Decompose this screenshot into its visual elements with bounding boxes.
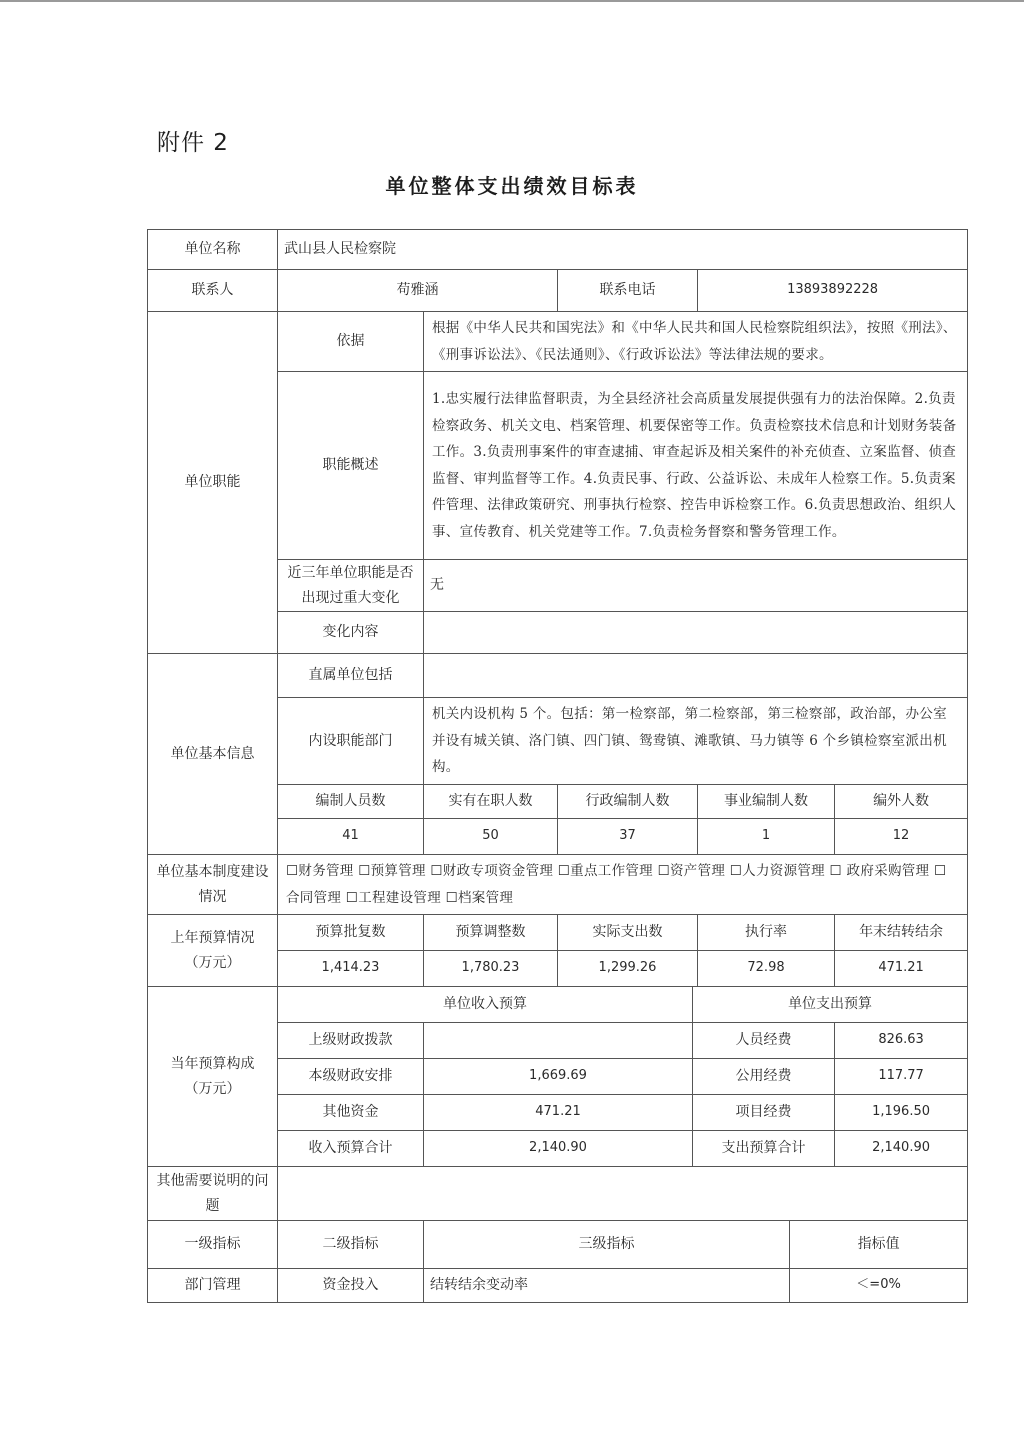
indicator-level1: 部门管理: [148, 1269, 278, 1303]
row-indicator-headers: [148, 1221, 968, 1269]
internal-label: 内设职能部门: [278, 698, 424, 785]
last-year-header: 预算批复数: [278, 915, 424, 951]
last-year-header: 执行率: [698, 915, 835, 951]
staff-header: 行政编制人数: [558, 784, 698, 818]
basis-label: 依据: [278, 312, 424, 372]
overview-label: 职能概述: [278, 372, 424, 560]
expense-header: 单位支出预算: [693, 987, 968, 1023]
income-value: 1,669.69: [424, 1059, 693, 1095]
income-label: 本级财政安排: [278, 1059, 424, 1095]
staff-value: 37: [558, 818, 698, 854]
indicator-header: 指标值: [790, 1221, 968, 1269]
row-unit-name: [148, 230, 968, 270]
expense-value: 1,196.50: [835, 1095, 968, 1131]
row-contact: [148, 270, 968, 312]
performance-target-table: [147, 229, 968, 1303]
row-last-year-headers: [148, 915, 968, 951]
staff-header: 实有在职人数: [424, 784, 558, 818]
internal-text: 机关内设机构 5 个。包括：第一检察部，第二检察部，第三检察部，政治部，办公室并设有城关镇、洛门镇、四门镇、鸳鸯镇、滩歌镇、马力镇等 6 个乡镇检察室派出机构。: [424, 698, 968, 785]
indicator-value: ＜=0%: [790, 1269, 968, 1303]
staff-value: 12: [835, 818, 968, 854]
basis-text: 根据《中华人民共和国宪法》和《中华人民共和国人民检察院组织法》，按照《刑法》、《刑事诉讼法》、《民法通则》、《行政诉讼法》等法律法规的要求。: [424, 312, 968, 372]
row-indicator: [148, 1269, 968, 1303]
last-year-value: 1,414.23: [278, 951, 424, 987]
other-notes-label: 其他需要说明的问题: [148, 1167, 278, 1221]
staff-value: 1: [698, 818, 835, 854]
income-value: 2,140.90: [424, 1131, 693, 1167]
indicator-level3: 结转结余变动率: [424, 1269, 790, 1303]
indicator-header: 三级指标: [424, 1221, 790, 1269]
systems-label: 单位基本制度建设情况: [148, 854, 278, 914]
income-label: 收入预算合计: [278, 1131, 424, 1167]
last-year-header: 年末结转结余: [835, 915, 968, 951]
indicator-level2: 资金投入: [278, 1269, 424, 1303]
current-year-label: 当年预算构成: [170, 1056, 255, 1073]
expense-label: 人员经费: [693, 1023, 835, 1059]
last-year-value: 1,299.26: [558, 951, 698, 987]
row-current-year-headers: [148, 987, 968, 1023]
page-top-rule: [0, 0, 1024, 2]
change-content-label: 变化内容: [278, 612, 424, 654]
row-other-notes: [148, 1167, 968, 1221]
current-year-label-cell: [148, 987, 278, 1167]
current-year-unit: （万元）: [184, 1080, 241, 1097]
expense-label: 公用经费: [693, 1059, 835, 1095]
income-value: 471.21: [424, 1095, 693, 1131]
last-year-value: 1,780.23: [424, 951, 558, 987]
change-content-value: [424, 612, 968, 654]
contact-value: 苟雅涵: [278, 270, 558, 312]
row-basis: [148, 312, 968, 372]
expense-value: 2,140.90: [835, 1131, 968, 1167]
row-systems: [148, 854, 968, 914]
staff-header: 事业编制人数: [698, 784, 835, 818]
last-year-unit: （万元）: [184, 954, 241, 971]
unit-name-label: 单位名称: [148, 230, 278, 270]
income-value: [424, 1023, 693, 1059]
income-header: 单位收入预算: [278, 987, 693, 1023]
expense-value: 117.77: [835, 1059, 968, 1095]
unit-name-value: 武山县人民检察院: [278, 230, 968, 270]
indicator-header: 一级指标: [148, 1221, 278, 1269]
phone-value: 13893892228: [698, 270, 968, 312]
basic-info-label: 单位基本信息: [148, 654, 278, 855]
document-title: 单位整体支出绩效目标表: [385, 174, 639, 198]
overview-text: 1.忠实履行法律监督职责，为全县经济社会高质量发展提供强有力的法治保障。2.负责检察政务、机关文电、档案管理、机要保密等工作。负责检察技术信息和计划财务装备工作。3.负责刑事案件的审查逮捕、审查起诉及相关案件的补充侦查、立案监督、侦查监督、审判监督等工作。4.负责民事、行政、公益诉讼、未成年人检察工作。5.负责案件管理、法律政策研究、刑事执行检察、控告申诉检察工作。6.负责思想政治、组织人事、宣传教育、机关党建等工作。7.负责检务督察和警务管理工作。: [424, 372, 968, 560]
subordinate-label: 直属单位包括: [278, 654, 424, 698]
staff-header: 编制人员数: [278, 784, 424, 818]
change-question-label: 近三年单位职能是否出现过重大变化: [278, 560, 424, 612]
other-notes-value: [278, 1167, 968, 1221]
change-question-value: 无: [424, 560, 968, 612]
last-year-header: 预算调整数: [424, 915, 558, 951]
income-label: 上级财政拨款: [278, 1023, 424, 1059]
expense-label: 支出预算合计: [693, 1131, 835, 1167]
expense-label: 项目经费: [693, 1095, 835, 1131]
phone-label: 联系电话: [558, 270, 698, 312]
indicator-header: 二级指标: [278, 1221, 424, 1269]
staff-value: 41: [278, 818, 424, 854]
staff-header: 编外人数: [835, 784, 968, 818]
expense-value: 826.63: [835, 1023, 968, 1059]
functions-label: 单位职能: [148, 312, 278, 654]
contact-label: 联系人: [148, 270, 278, 312]
systems-checklist: ☐财务管理 ☐预算管理 ☐财政专项资金管理 ☐重点工作管理 ☐资产管理 ☐人力资源管理 ☐ 政府采购管理 ☐合同管理 ☐工程建设管理 ☐档案管理: [278, 854, 968, 914]
last-year-value: 471.21: [835, 951, 968, 987]
last-year-value: 72.98: [698, 951, 835, 987]
subordinate-value: [424, 654, 968, 698]
staff-value: 50: [424, 818, 558, 854]
last-year-label: 上年预算情况: [170, 930, 255, 947]
last-year-label-cell: [148, 915, 278, 987]
row-subordinate: [148, 654, 968, 698]
last-year-header: 实际支出数: [558, 915, 698, 951]
income-label: 其他资金: [278, 1095, 424, 1131]
attachment-label: 附件 2: [157, 130, 229, 156]
